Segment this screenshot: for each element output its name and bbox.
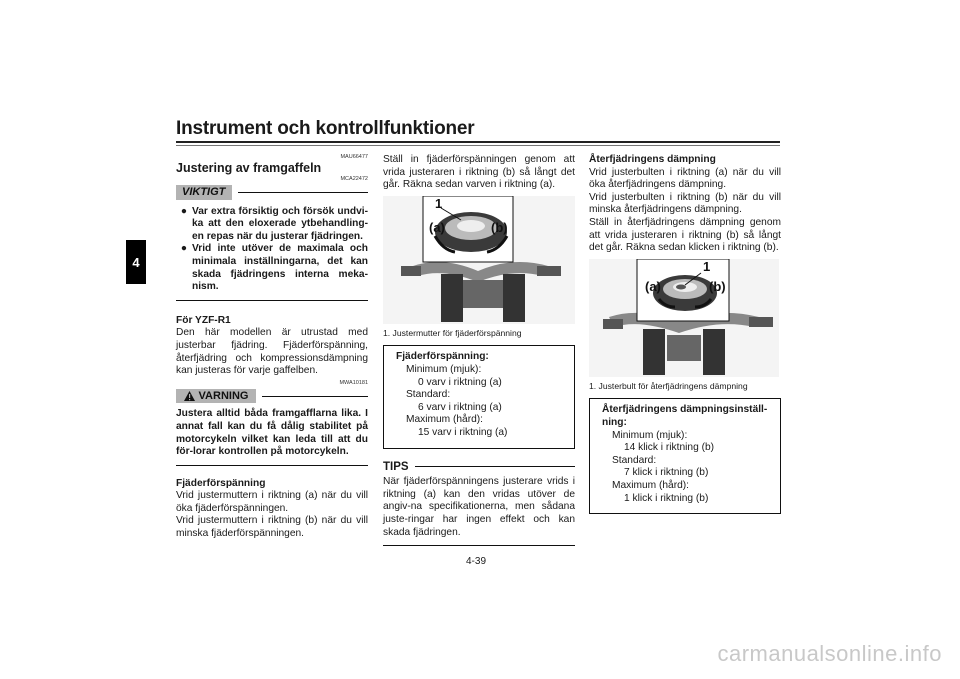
notice-code: MCA22472 — [340, 176, 368, 182]
warning-bar — [176, 389, 368, 404]
preload-text-2: Vrid justermuttern i riktning (b) när du vill minska fjäderförspänningen. — [176, 515, 368, 540]
column-3: Återfjädringens dämpning Vrid justerbulten i riktning (a) när du vill öka återfjädringens dämpning. Vrid justerbulten i riktning (b) när du vill minska återfjädringens dämpning. Ställ in återfjädringens dämpning genom att vrida justeraren i riktning (b) så långt det går. Räkna sedan klicken i riktning (b). 1 (a) (b) 1. Justerbult för återfjädringens dämpning Återfjädringens dämpningsinställ-ning: Minimum (mjuk): 14 klick i riktning (b) Standard: 7 klick i riktning (b) Maximum (hård): 1 klick i riktning (b) — [589, 154, 781, 514]
column-1 — [176, 154, 368, 541]
bullet-icon: ● — [180, 205, 188, 217]
preload-intro: Ställ in fjäderförspänningen genom att vrida justeraren i riktning (b) så långt det går. Räkna sedan varven i riktning (a). — [383, 154, 575, 191]
header-rule-thin — [176, 145, 780, 146]
model-text: Den här modellen är utrustad med justerbar fjädring. Fjäderförspänning, återfjädring och kompressionsdämpning kan justeras för varje gaffelben. — [176, 327, 368, 377]
spec-title: Återfjädringens dämpningsinställ-ning: — [602, 404, 768, 428]
tips-text: När fjäderförspänningens justerare vrids i riktning (a) kan den vridas utöver de angiv-na specifikationerna, men sådana juste-ringar har ingen effekt och kan skada fjädringen. — [383, 476, 575, 538]
tips-label: TIPS — [383, 460, 409, 473]
bullet-icon: ● — [180, 243, 188, 255]
preload-heading: Fjäderförspänning — [176, 477, 266, 489]
warning-code: MWA10181 — [339, 379, 368, 386]
figure-label-1: 1 — [435, 195, 443, 211]
list-item: ● Var extra försiktig och försök undvi-ka att den eloxerade ytbehandling-en repas när du justerar fjädringen. — [176, 206, 368, 244]
section-heading: Justering av framgaffeln — [176, 161, 322, 175]
spec-box: Fjäderförspänning: Minimum (mjuk): 0 varv i riktning (a) Standard: 6 varv i riktning (a) Maximum (hård): 15 varv i riktning (a) — [383, 345, 575, 448]
warning-text: Justera alltid båda framgafflarna lika. I annat fall kan du få dålig stabilitet på motorcykeln vilket kan leda till att du för-lorar kontrollen på motorcykeln. — [176, 408, 368, 458]
figure-caption: 1. Justerbult för återfjädringens dämpning — [589, 380, 748, 391]
watermark: carmanualsonline.info — [717, 641, 942, 666]
list-item: ● Vrid inte utöver de maximala och minimala inställningarna, det kan skada fjädringens interna meka-nism. — [176, 243, 368, 293]
figure-label-1: 1 — [703, 258, 711, 274]
rebound-heading: Återfjädringens dämpning — [589, 154, 716, 165]
spec-box: Återfjädringens dämpningsinställ-ning: Minimum (mjuk): 14 klick i riktning (b) Standard: 7 klick i riktning (b) Maximum (hård): 1 klick i riktning (b) — [589, 398, 781, 514]
header-rule — [176, 141, 780, 143]
model-heading: För YZF-R1 — [176, 314, 231, 326]
chapter-tab: 4 — [126, 240, 146, 284]
preload-text-1: Vrid justermuttern i riktning (a) när du vill öka fjäderförspänningen. — [176, 490, 368, 514]
preload-figure — [383, 196, 575, 324]
figure-label-b: (b) — [709, 278, 726, 294]
tips-bar — [383, 461, 575, 474]
fork-rebound-illustration — [589, 259, 779, 377]
figure-label-a: (a) — [645, 278, 661, 294]
figure-caption: 1. Justermutter för fjäderförspänning — [383, 327, 522, 338]
figure-label-b: (b) — [491, 219, 508, 235]
page-title: Instrument och kontrollfunktioner — [176, 118, 475, 139]
page-number: 4-39 — [466, 556, 487, 567]
warning-triangle-icon — [184, 391, 195, 401]
warning-label: VARNING — [198, 389, 249, 402]
figure-label-a: (a) — [429, 219, 445, 235]
notice-label: VIKTIGT — [176, 185, 232, 200]
fork-preload-illustration — [383, 196, 575, 324]
spec-title: Fjäderförspänning: — [396, 351, 489, 363]
rebound-figure — [589, 259, 779, 377]
notice-bar — [176, 185, 368, 200]
column-2 — [383, 154, 575, 546]
section-code: MAU66477 — [340, 154, 368, 160]
